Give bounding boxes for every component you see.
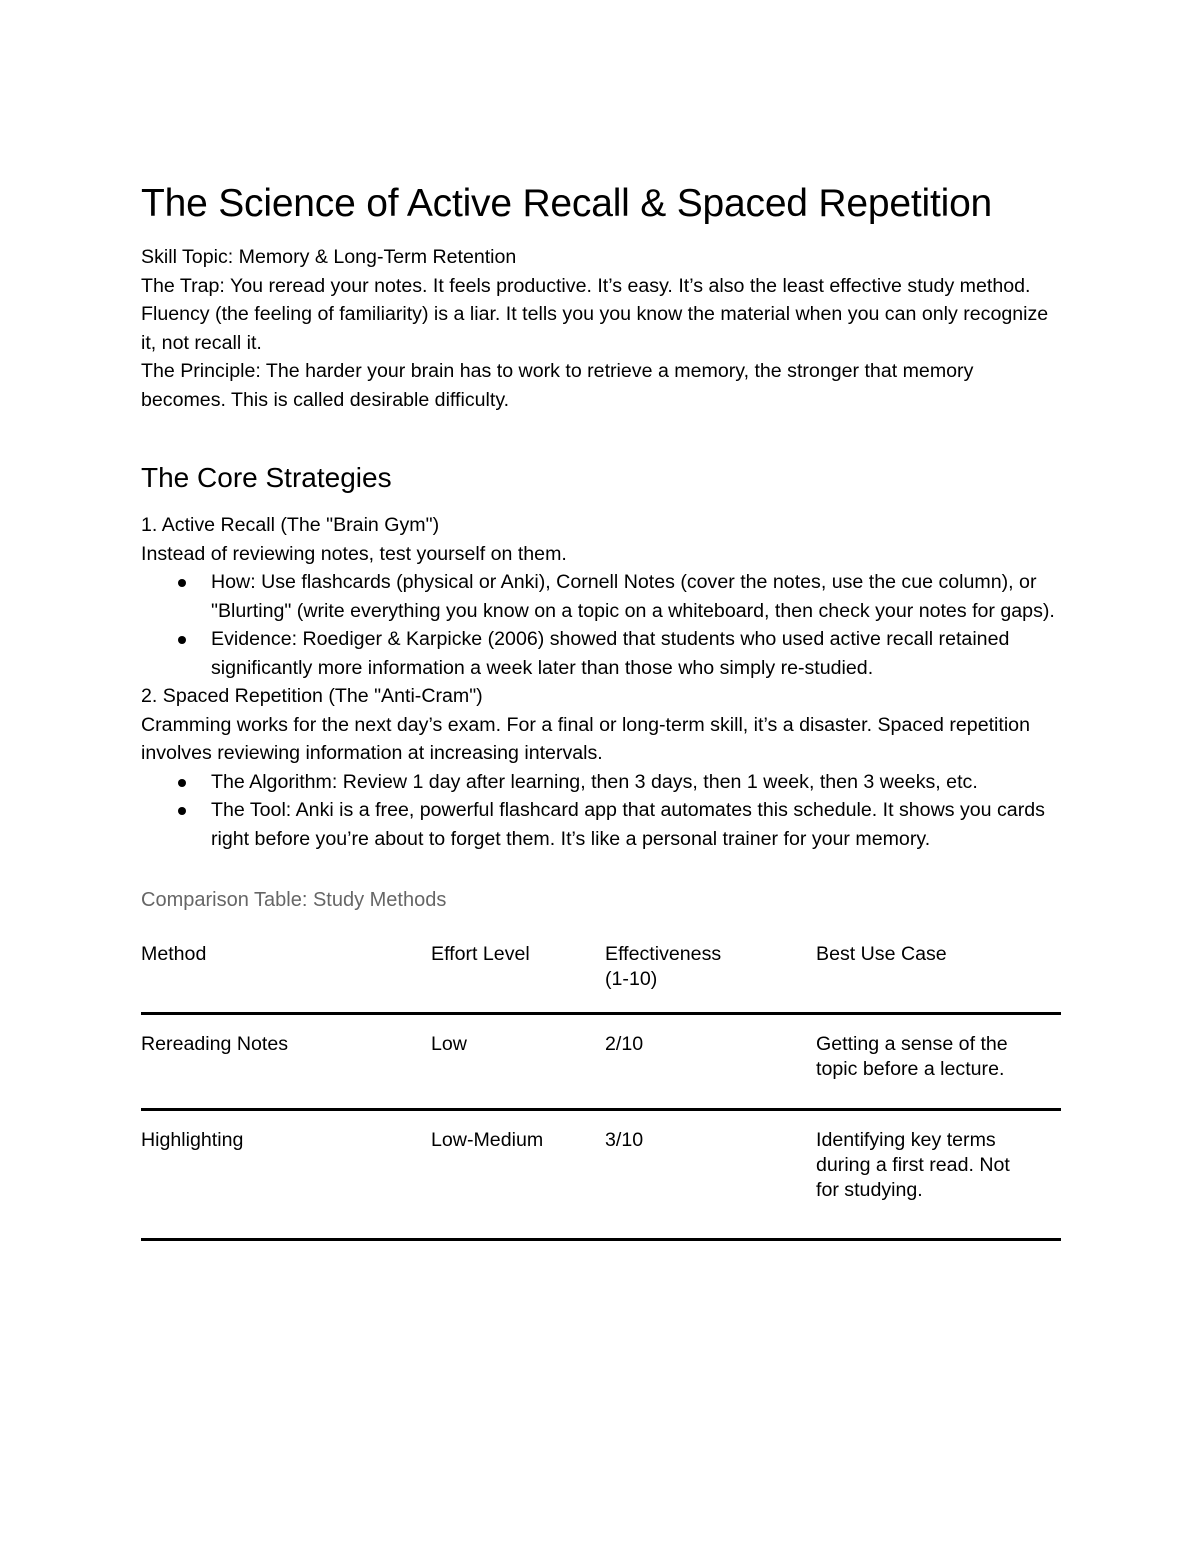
table-header-row	[141, 942, 1061, 1014]
the-trap: The Trap: You reread your notes. It feels productive. It’s easy. It’s also the least effective study method. Fluency (the feeling of familiarity) is a liar. It tells you you know the material when you can only recognize it, not recall it.	[141, 274, 1049, 354]
list-item	[141, 568, 1061, 625]
strategy-spaced-repetition	[141, 682, 1061, 853]
bullet-icon	[178, 807, 186, 815]
list-item	[141, 796, 1061, 853]
core-strategies-heading: The Core Strategies	[141, 462, 392, 493]
strategy-heading: 1. Active Recall (The "Brain Gym")	[141, 514, 440, 536]
column-header-method: Method	[141, 942, 431, 1014]
bullet-list	[141, 768, 1061, 854]
bullet-icon	[178, 636, 186, 644]
list-item-text: The Algorithm: Review 1 day after learning, then 3 days, then 1 week, then 3 weeks, etc.	[211, 770, 978, 793]
strategy-heading: 2. Spaced Repetition (The "Anti-Cram")	[141, 685, 483, 707]
column-header-effort: Effort Level	[431, 942, 605, 1014]
table-row	[141, 1014, 1061, 1110]
strategy-description: Instead of reviewing notes, test yourself on them.	[141, 542, 567, 565]
table-cell: Highlighting	[141, 1110, 431, 1240]
table-cell: Low-Medium	[431, 1110, 605, 1240]
comparison-table	[141, 942, 1061, 1241]
document-title: The Science of Active Recall & Spaced Repetition	[141, 182, 993, 225]
table-cell	[816, 1014, 1061, 1110]
list-item-text: Evidence: Roediger & Karpicke (2006) showed that students who used active recall retained significantly more information a week later than those who simply re-studied.	[211, 628, 1010, 679]
intro-section	[141, 243, 1061, 414]
skill-topic: Skill Topic: Memory & Long-Term Retention	[141, 246, 517, 268]
table-cell: 2/10	[605, 1014, 816, 1110]
table-cell: Rereading Notes	[141, 1014, 431, 1110]
table-row	[141, 1110, 1061, 1240]
strategy-description: Cramming works for the next day’s exam. For a final or long-term skill, it’s a disaster. Spaced repetition involves reviewing information at increasing intervals.	[141, 713, 1030, 764]
column-header-effectiveness	[605, 942, 816, 1014]
the-principle: The Principle: The harder your brain has to work to retrieve a memory, the stronger that memory becomes. This is called desirable difficulty.	[141, 360, 974, 411]
strategy-active-recall	[141, 511, 1061, 682]
table-cell: 3/10	[605, 1110, 816, 1240]
bullet-icon	[178, 579, 186, 587]
list-item-text: The Tool: Anki is a free, powerful flashcard app that automates this schedule. It shows you cards right before you’re about to forget them. It’s like a personal trainer for your memory.	[211, 799, 1045, 850]
list-item	[141, 768, 1061, 797]
bullet-icon	[178, 779, 186, 787]
table-caption: Comparison Table: Study Methods	[141, 889, 447, 911]
table-cell-text: Identifying key terms during a first read. Not for studying.	[816, 1129, 1010, 1201]
table-cell: Low	[431, 1014, 605, 1110]
column-header-use-case: Best Use Case	[816, 942, 1061, 1014]
bullet-list	[141, 568, 1061, 682]
list-item	[141, 625, 1061, 682]
column-header-effectiveness-text: Effectiveness (1-10)	[605, 943, 722, 990]
table-cell	[816, 1110, 1061, 1240]
document-page	[141, 178, 1061, 1241]
table-cell-text: Getting a sense of the topic before a lecture.	[816, 1033, 1008, 1080]
list-item-text: How: Use flashcards (physical or Anki), Cornell Notes (cover the notes, use the cue column), or "Blurting" (write everything you know on a topic on a whiteboard, then check your notes for gaps).	[211, 571, 1055, 622]
